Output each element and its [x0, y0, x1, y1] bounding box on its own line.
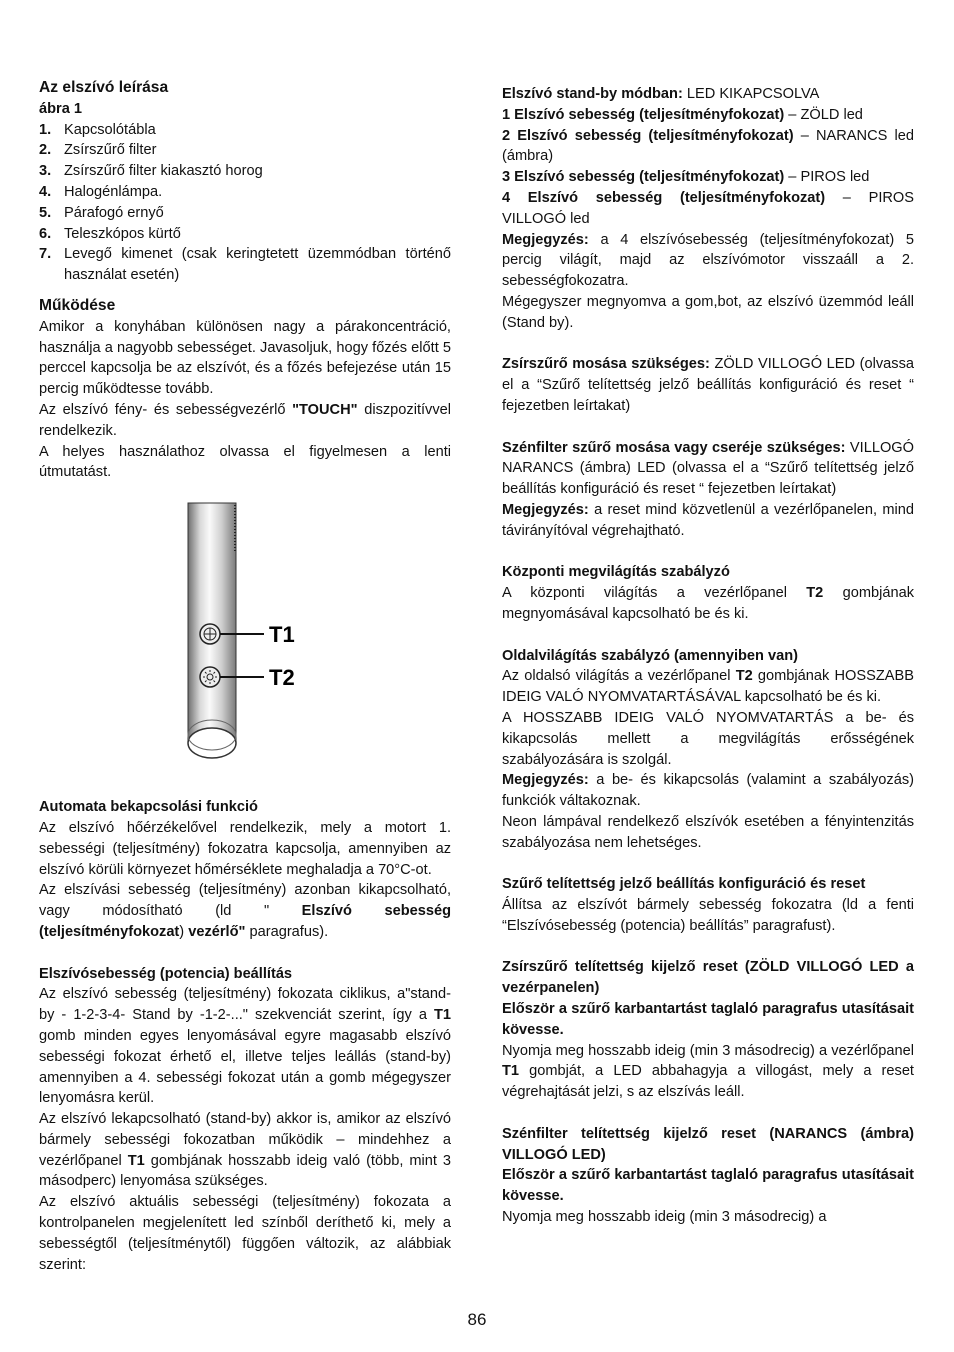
section-heading-description: Az elszívó leírása [39, 79, 169, 96]
list-item: 4. Halogénlámpa. [39, 183, 163, 200]
paragraph: Az elszívó sebesség (teljesítmény) fokozata ciklikus, a"stand-by - 1-2-3-4- Stand by -1-2-..." szekvenciát szerint, így a T1 gomb minden egyes lenyomásával egyre magasabb elszívó sebességi fokozat érhető el, illetve teljes leállás (stand-by) amennyiben a 4. sebességi fokozat után a gomb mégegyszer lenyomásra kerül. [39, 986, 451, 1107]
section-heading-carbon-reset: Szénfilter telítettség kijelző reset (NARANCS (ámbra) VILLOGÓ LED) [502, 1125, 914, 1163]
paragraph: Az elszívó hőérzékelővel rendelkezik, mely a motort 1. sebességi (teljesítmény) fokozatra kapcsolja, amennyiben az elszívó körüli környezet hőmérséklete meghaladja a 70°C-ot. [39, 819, 451, 878]
control-panel-diagram [39, 493, 451, 783]
led-status-4: 4 Elszívó sebesség (teljesítményfokozat) – PIROS VILLOGÓ led [502, 189, 915, 227]
section-heading-speed: Elszívósebesség (potencia) beállítás [39, 965, 293, 982]
led-status-3: 3 Elszívó sebesség (teljesítményfokozat) – PIROS led [502, 169, 870, 186]
paragraph: Először a szűrő karbantartást taglaló paragrafus utasításait kövesse. [502, 1001, 914, 1038]
paragraph: Az elszívó aktuális sebességi (teljesítmény) fokozata a kontrolpanelen megjelenített led színből deríthető ki, mely a sebességtől (teljesítménytől) függően változik, az alábbiak szerint: [39, 1194, 451, 1273]
paragraph: Először a szűrő karbantartást taglaló paragrafus utasításait kövesse. [502, 1167, 914, 1205]
paragraph: A központi világítás a vezérlőpanel T2 gombjának megnyomásával kapcsolható be és ki. [502, 585, 915, 622]
paragraph: Amikor a konyhában különösen nagy a párakoncentráció, használja a nagyobb sebességet. Javasoljuk, hogy főzés előtt 5 perccel kapcsolja be az elszívót, és a főzés befejezése után 15 percig működtesse tovább. [39, 318, 451, 398]
paragraph: Mégegyszer megnyomva a gom,bot, az elszívó üzemmód leáll (Stand by). [502, 293, 914, 331]
paragraph: A helyes használathoz olvassa el figyelmesen a lenti útmutatást. [39, 443, 451, 481]
carbon-filter-notice: Szénfilter szűrő mosása vagy cseréje szükséges: VILLOGÓ NARANCS (ámbra) LED (olvassa el a “Szűrő telítettség jelző beállítás konfiguráció és reset “ fejezetben leírtakat) [502, 439, 914, 498]
page-number: 86 [467, 1310, 487, 1329]
note: Megjegyzés: a reset mind közvetlenül a vezérlőpanelen, mind távirányítóval végrehajtható. [502, 501, 914, 539]
paragraph: Az elszívási sebesség (teljesítmény) azonban kikapcsolható, vagy módosítható (ld " Elszívó sebesség (teljesítményfokozat) vezérlő" paragrafus). [39, 882, 451, 940]
list-item: 1. Kapcsolótábla [39, 121, 156, 138]
paragraph: Az elszívó lekapcsolható (stand-by) akkor is, amikor az elszívó bármely sebességi fokozatban működik – mindehhez a vezérlőpanel T1 gombjának hosszabb ideig való (több, mint 3 másodperc) lenyomása szükséges. [39, 1111, 452, 1190]
paragraph: Nyomja meg hosszabb ideig (min 3 másodrecig) a [502, 1209, 827, 1226]
paragraph: Nyomja meg hosszabb ideig (min 3 másodrecig) a vezérlőpanel T1 gombját, a LED abbahagyja a villogást, mely a reset végrehajtását jelzi, s az elszívás leáll. [502, 1042, 914, 1101]
note: Megjegyzés: a 4 elszívósebesség (teljesítményfokozat) 5 percig világít, majd az elszívómotor visszaáll a 2. sebességfokozatra. [502, 231, 914, 290]
led-status-2: 2 Elszívó sebesség (teljesítményfokozat) – NARANCS led (ámbra) [502, 127, 914, 165]
right-column [502, 84, 914, 1228]
section-heading-filter-config: Szűrő telítettség jelző beállítás konfiguráció és reset [502, 876, 866, 893]
grease-filter-notice: Zsírszűrő mosása szükséges: ZÖLD VILLOGÓ LED (olvassa el a “Szűrő telítettség jelző beállítás konfiguráció és reset “ fejezetben leírtakat) [502, 356, 914, 414]
list-item: 2. Zsírszűrő filter [39, 142, 157, 159]
paragraph: A HOSSZABB IDEIG VALÓ NYOMVATARTÁS a be- és kikapcsolás mellett a megvilágítás erősségének szabályozására is szolgál. [502, 709, 914, 768]
t2-label: T2 [269, 665, 295, 691]
list-item: 3. Zsírszűrő filter kiakasztó horog [39, 163, 263, 180]
led-status-standby: Elszívó stand-by módban: LED KIKAPCSOLVA [502, 86, 820, 102]
left-column [39, 78, 451, 1275]
section-heading-grease-reset: Zsírszűrő telítettség kijelző reset (ZÖLD VILLOGÓ LED a vezérpanelen) [502, 959, 914, 997]
parts-list [39, 120, 451, 286]
paragraph: Az oldalsó világítás a vezérlőpanel T2 gombjának HOSSZABB IDEIG VALÓ NYOMVATARTÁSÁVAL kapcsolható be és ki. [502, 668, 914, 706]
figure-label: ábra 1 [39, 100, 82, 117]
section-heading-central-light: Központi megvilágítás szabályzó [502, 564, 730, 581]
section-heading-operation: Működése [39, 296, 116, 314]
note: Megjegyzés: a be- és kikapcsolás (valamint a szabályozás) funkciók váltakoznak. [502, 772, 914, 810]
list-item: 5. Párafogó ernyő [39, 204, 164, 221]
paragraph: Az elszívó fény- és sebességvezérlő "TOUCH" diszpozitívvel rendelkezik. [39, 401, 451, 439]
light-button-icon [200, 667, 220, 687]
list-item: 7. Levegő kimenet (csak keringtetett üzemmódban történő használat esetén) [39, 246, 451, 284]
paragraph: Neon lámpával rendelkező elszívók esetében a fényintenzitás szabályozása nem lehetséges. [502, 813, 914, 851]
led-status-1: 1 Elszívó sebesség (teljesítményfokozat) – ZÖLD led [502, 106, 863, 123]
control-panel-figure [39, 493, 451, 783]
section-heading-auto: Automata bekapcsolási funkció [39, 799, 258, 816]
list-item: 6. Teleszkópos kürtő [39, 225, 181, 242]
fan-button-icon [200, 624, 220, 644]
paragraph: Állítsa az elszívót bármely sebesség fokozatra (ld a fenti “Elszívósebesség (potencia) beállítás” paragrafust). [502, 897, 914, 934]
section-heading-side-light: Oldalvilágítás szabályzó (amennyiben van) [502, 647, 799, 664]
t1-label: T1 [269, 622, 295, 648]
